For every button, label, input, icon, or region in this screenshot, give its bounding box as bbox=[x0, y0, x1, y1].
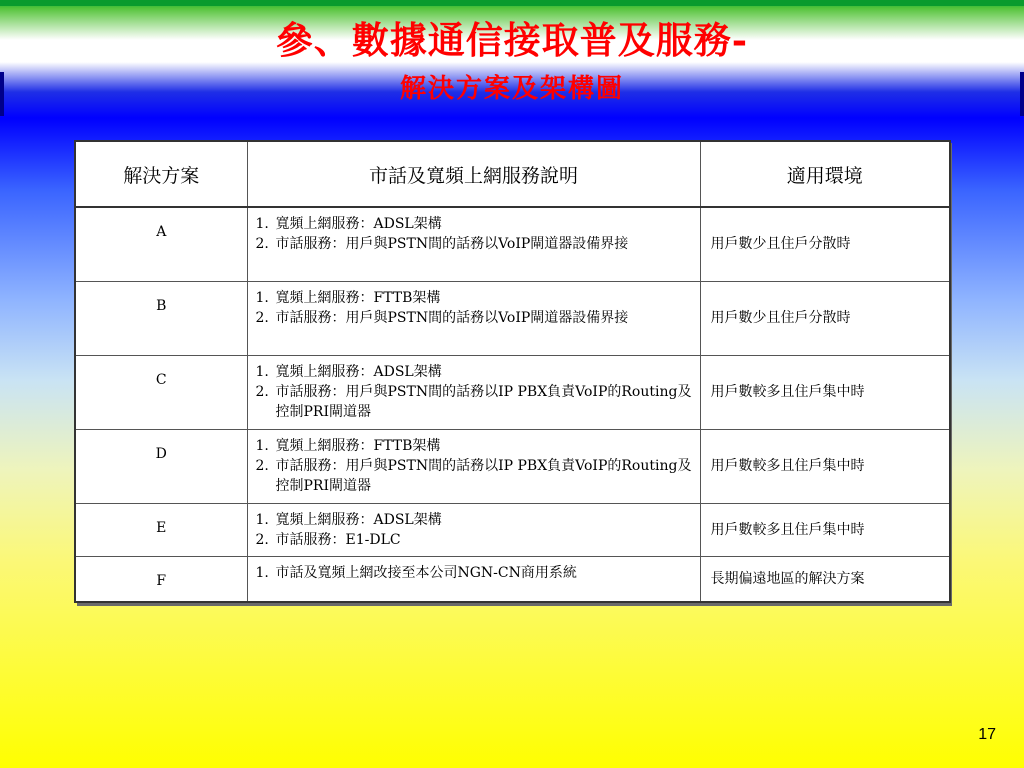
item-number: 2. bbox=[255, 236, 269, 252]
page-number: 17 bbox=[978, 726, 996, 743]
header-description: 市話及寬頻上網服務說明 bbox=[247, 141, 700, 207]
table-row bbox=[75, 503, 950, 556]
description-item bbox=[256, 362, 692, 382]
item-number: 1. bbox=[255, 437, 269, 454]
header-solution: 解決方案 bbox=[75, 141, 247, 207]
item-text: 市話服務：用戶與PSTN間的話務以VoIP閘道器設備界接 bbox=[275, 309, 629, 326]
item-number: 1. bbox=[255, 564, 269, 581]
environment-cell: 用戶數少且住戶分散時 bbox=[700, 207, 950, 281]
solutions-table bbox=[74, 140, 951, 603]
description-item bbox=[256, 510, 692, 530]
table-row bbox=[75, 207, 950, 281]
item-number: 1. bbox=[255, 216, 269, 232]
description-item bbox=[256, 308, 692, 328]
item-text: 市話服務：用戶與PSTN間的話務以IP PBX負責VoIP的Routing及控制PRI閘道器 bbox=[275, 457, 692, 494]
description-item bbox=[256, 288, 692, 308]
item-text: 寬頻上網服務：ADSL架構 bbox=[275, 511, 442, 528]
item-number: 1. bbox=[255, 289, 269, 306]
description-cell bbox=[247, 556, 700, 602]
solution-cell: D bbox=[75, 429, 247, 503]
item-number: 1. bbox=[255, 363, 269, 380]
table-row bbox=[75, 355, 950, 429]
description-item bbox=[256, 436, 692, 456]
item-number: 1. bbox=[255, 511, 269, 528]
slide-subtitle: 解決方案及架構圖 bbox=[399, 74, 624, 104]
item-number: 2. bbox=[255, 457, 269, 474]
item-text: 市話服務：E1-DLC bbox=[275, 531, 401, 548]
solution-cell: A bbox=[75, 207, 247, 281]
solution-cell: F bbox=[75, 556, 247, 602]
environment-cell: 用戶數較多且住戶集中時 bbox=[700, 503, 950, 556]
description-cell bbox=[247, 429, 700, 503]
description-item bbox=[256, 214, 692, 234]
description-cell bbox=[247, 281, 700, 355]
table-row bbox=[75, 556, 950, 602]
solution-cell: B bbox=[75, 281, 247, 355]
item-text: 寬頻上網服務：FTTB架構 bbox=[275, 289, 441, 306]
item-number: 2. bbox=[255, 309, 269, 326]
header-environment: 適用環境 bbox=[700, 141, 950, 207]
description-item bbox=[256, 530, 692, 550]
environment-cell: 用戶數較多且住戶集中時 bbox=[700, 429, 950, 503]
environment-cell: 長期偏遠地區的解決方案 bbox=[700, 556, 950, 602]
item-text: 寬頻上網服務：ADSL架構 bbox=[275, 363, 442, 380]
table-header-row bbox=[75, 141, 950, 207]
table-row bbox=[75, 281, 950, 355]
description-cell bbox=[247, 355, 700, 429]
slide-title: 參、數據通信接取普及服務- bbox=[275, 18, 749, 62]
description-item bbox=[256, 382, 692, 422]
solution-cell: E bbox=[75, 503, 247, 556]
solutions-table-container bbox=[74, 140, 949, 603]
description-cell bbox=[247, 503, 700, 556]
description-item bbox=[256, 456, 692, 496]
item-text: 市話服務：用戶與PSTN間的話務以IP PBX負責VoIP的Routing及控制PRI閘道器 bbox=[275, 383, 692, 420]
description-item bbox=[256, 563, 692, 583]
item-text: 寬頻上網服務：ADSL架構 bbox=[275, 216, 442, 232]
item-text: 市話服務：用戶與PSTN間的話務以VoIP閘道器設備界接 bbox=[275, 236, 629, 252]
environment-cell: 用戶數少且住戶分散時 bbox=[700, 281, 950, 355]
solution-cell: C bbox=[75, 355, 247, 429]
item-text: 寬頻上網服務：FTTB架構 bbox=[275, 437, 441, 454]
item-number: 2. bbox=[255, 383, 269, 400]
description-cell bbox=[247, 207, 700, 281]
top-accent-bar bbox=[0, 0, 1024, 6]
item-number: 2. bbox=[255, 531, 269, 548]
table-row bbox=[75, 429, 950, 503]
item-text: 市話及寬頻上網改接至本公司NGN-CN商用系統 bbox=[275, 564, 577, 581]
environment-cell: 用戶數較多且住戶集中時 bbox=[700, 355, 950, 429]
description-item bbox=[256, 234, 692, 254]
